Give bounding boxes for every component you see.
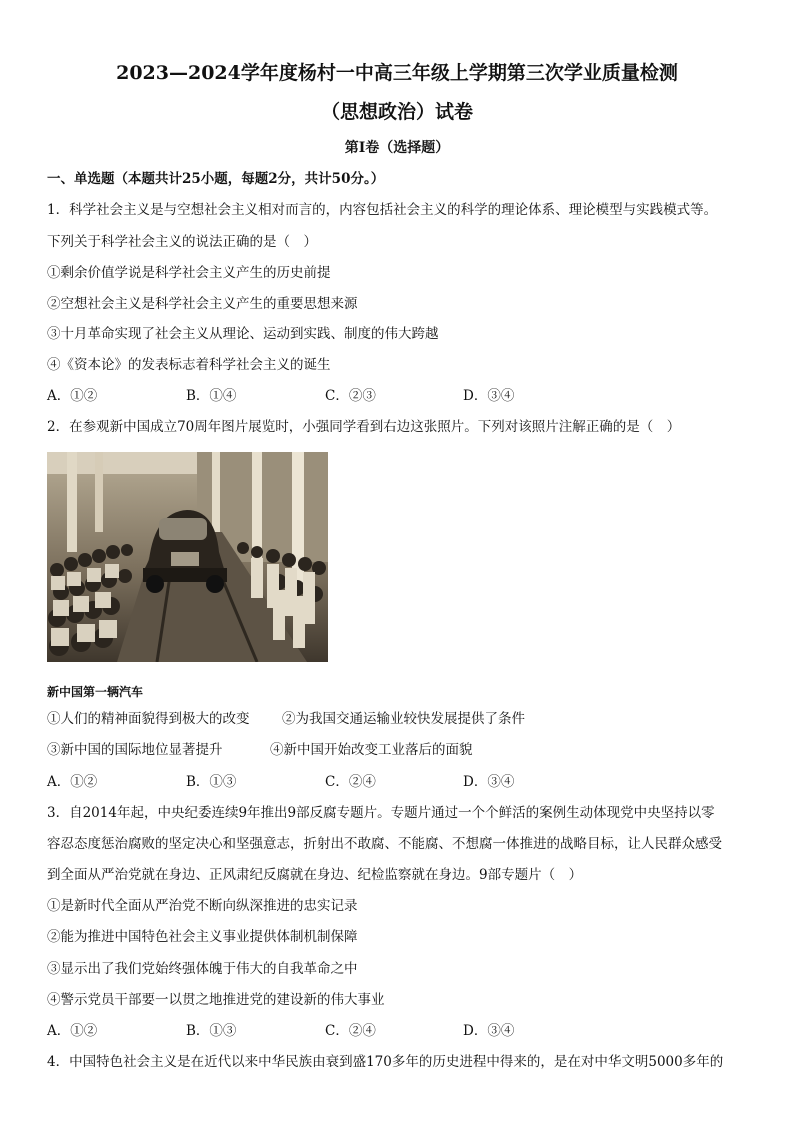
q3-option-b: B．①③ (186, 1023, 237, 1039)
q1-stem-line1: 1．科学社会主义是与空想社会主义相对而言的，内容包括社会主义的科学的理论体系、理论模型与实践模式等。 (47, 202, 718, 218)
q2-item-4: ④新中国开始改变工业落后的面貌 (270, 742, 473, 758)
q2-option-b: B．①③ (186, 774, 237, 790)
q3-item-1: ①是新时代全面从严治党不断向纵深推进的忠实记录 (47, 898, 358, 914)
q4-stem-line1: 4．中国特色社会主义是在近代以来中华民族由衰到盛170多年的历史进程中得来的，是在对中华文明5000多年的 (47, 1054, 724, 1070)
q2-option-a: A．①② (47, 774, 98, 790)
q1-option-a: A．①② (47, 388, 98, 404)
q1-item-2: ②空想社会主义是科学社会主义产生的重要思想来源 (47, 296, 358, 312)
q2-option-d: D．③④ (463, 774, 515, 790)
q2-item-2: ②为我国交通运输业较快发展提供了条件 (282, 711, 525, 727)
q2-option-c: C．②④ (325, 774, 376, 790)
q3-option-d: D．③④ (463, 1023, 515, 1039)
part-heading: 第Ⅰ卷（选择题） (344, 140, 450, 156)
section-heading: 一、单选题（本题共计25小题，每题2分，共计50分。） (47, 171, 385, 187)
photo-caption: 新中国第一辆汽车 (47, 685, 144, 699)
exam-subject: （思想政治）试卷 (320, 101, 473, 123)
q1-item-3: ③十月革命实现了社会主义从理论、运动到实践、制度的伟大跨越 (47, 326, 439, 342)
q2-stem: 2．在参观新中国成立70周年图片展览时，小强同学看到右边这张照片。下列对该照片注解正确的是（ ） (47, 419, 681, 435)
q1-stem-line2: 下列关于科学社会主义的说法正确的是（ ） (47, 234, 317, 250)
q3-item-3: ③显示出了我们党始终强体魄于伟大的自我革命之中 (47, 961, 358, 977)
q1-option-d: D．③④ (463, 388, 515, 404)
q3-item-2: ②能为推进中国特色社会主义事业提供体制机制保障 (47, 929, 358, 945)
q3-option-a: A．①② (47, 1023, 98, 1039)
q1-item-1: ①剩余价值学说是科学社会主义产生的历史前提 (47, 265, 331, 281)
q2-item-3: ③新中国的国际地位显著提升 (47, 742, 223, 758)
first-car-photo (47, 452, 328, 662)
q1-option-b: B．①④ (186, 388, 237, 404)
q1-option-c: C．②③ (325, 388, 376, 404)
q3-stem-line2: 容忍态度惩治腐败的坚定决心和坚强意志，折射出不敢腐、不能腐、不想腐一体推进的战略目标，让人民群众感受 (47, 836, 722, 852)
q1-item-4: ④《资本论》的发表标志着科学社会主义的诞生 (47, 357, 331, 373)
exam-title: 2023—2024学年度杨村一中高三年级上学期第三次学业质量检测 (116, 62, 678, 84)
q3-stem-line3: 到全面从严治党就在身边、正风肃纪反腐就在身边、纪检监察就在身边。9部专题片（ ） (47, 867, 583, 883)
q3-option-c: C．②④ (325, 1023, 376, 1039)
q3-item-4: ④警示党员干部要一以贯之地推进党的建设新的伟大事业 (47, 992, 385, 1008)
q3-stem-line1: 3．自2014年起，中央纪委连续9年推出9部反腐专题片。专题片通过一个个鲜活的案例生动体现党中央坚持以零 (47, 805, 715, 821)
q2-item-1: ①人们的精神面貌得到极大的改变 (47, 711, 250, 727)
